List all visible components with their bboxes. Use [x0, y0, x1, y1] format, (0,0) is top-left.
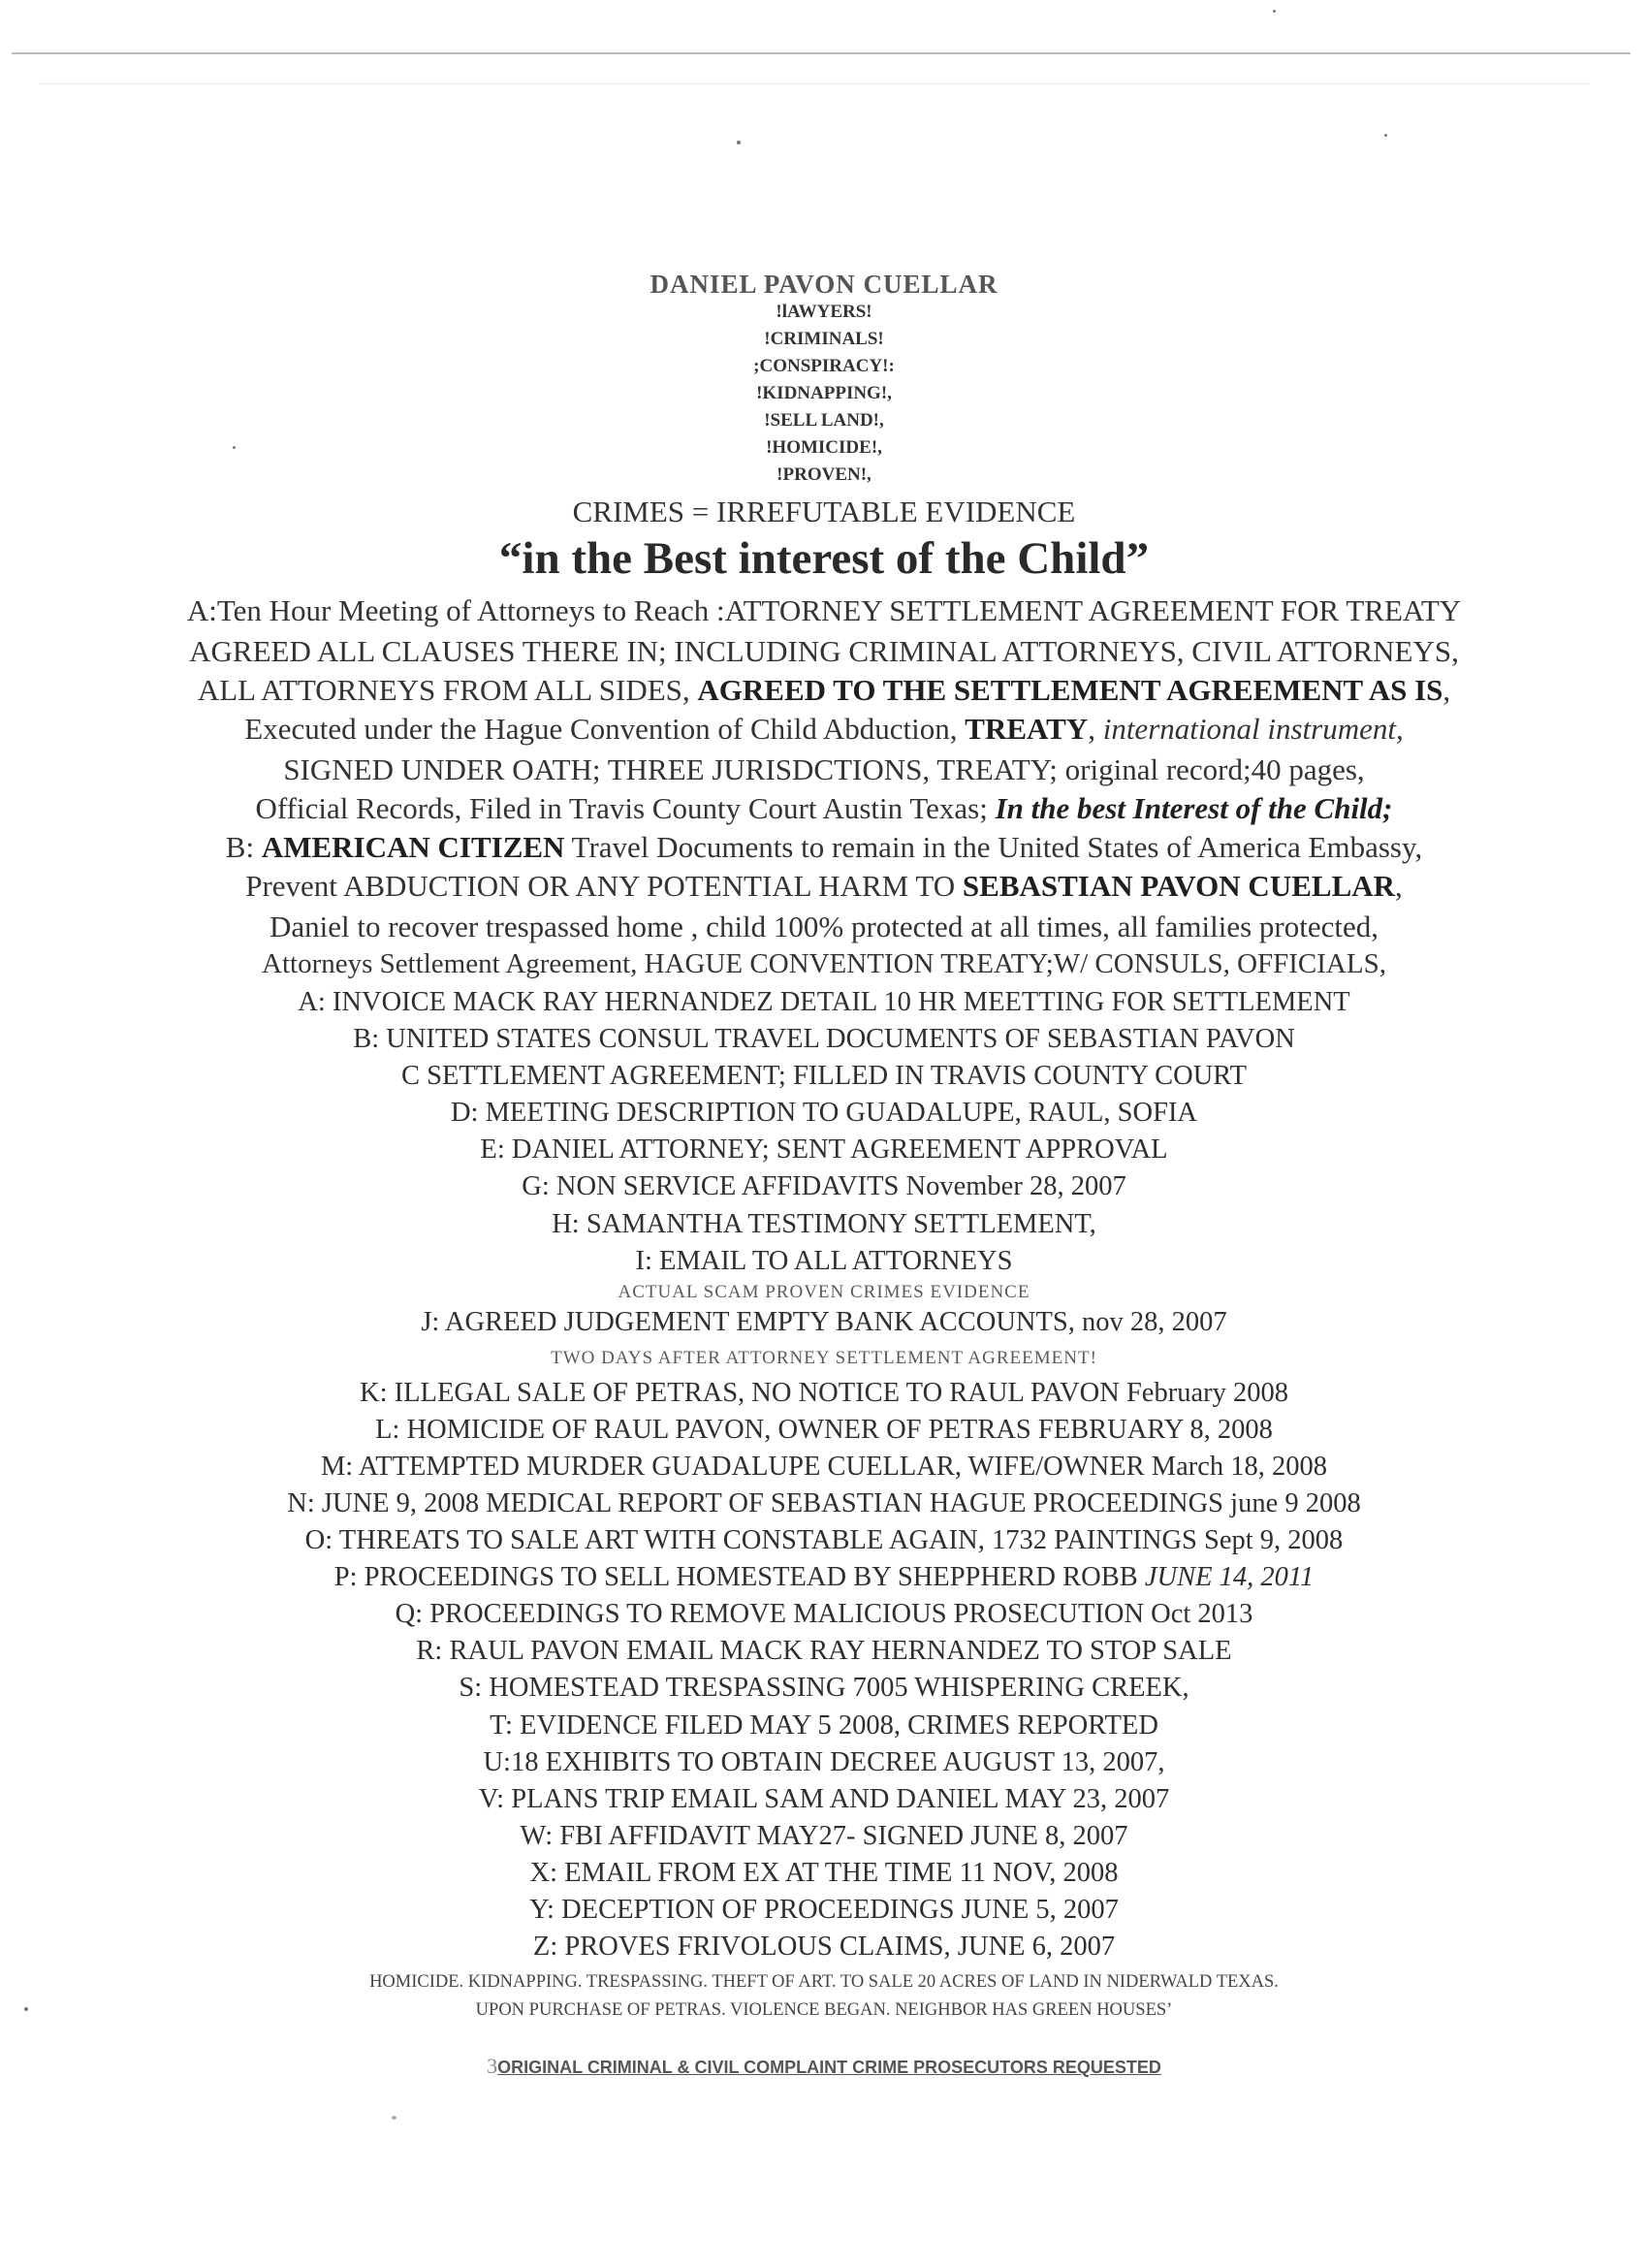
note-scam-evidence: ACTUAL SCAM PROVEN CRIMES EVIDENCE [618, 1282, 1030, 1302]
list-item-o: O: THREATS TO SALE ART WITH CONSTABLE AGAIN, 1732 PAINTINGS Sept 9, 2008 [304, 1525, 1344, 1555]
list-item-m: M: ATTEMPTED MURDER GUADALUPE CUELLAR, WIFE/OWNER March 18, 2008 [320, 1452, 1328, 1482]
body-line-9: Daniel to recover trespassed home , child 100% protected at all times, all families protected, [269, 910, 1379, 943]
list-item-u: U:18 EXHIBITS TO OBTAIN DECREE AUGUST 13, 2007, [483, 1747, 1165, 1777]
list-item-s: S: HOMESTEAD TRESPASSING 7005 WHISPERING CREEK, [459, 1673, 1189, 1703]
body-line-7-text: Travel Documents to remain in the United States of America Embassy, [564, 830, 1423, 864]
body-line-3-end: , [1442, 673, 1451, 707]
heading-sell-land: !SELL LAND!, [764, 410, 884, 431]
body-line-5: SIGNED UNDER OATH; THREE JURISDCTIONS, TREATY; original record;40 pages, [283, 752, 1365, 786]
list-item-v: V: PLANS TRIP EMAIL SAM AND DANIEL MAY 23, 2007 [478, 1784, 1170, 1814]
heading-conspiracy: ;CONSPIRACY!: [753, 356, 895, 376]
list-item-q: Q: PROCEEDINGS TO REMOVE MALICIOUS PROSECUTION Oct 2013 [395, 1599, 1253, 1629]
heading-lawyers: !lAWYERS! [776, 302, 872, 322]
list-item-a: A: INVOICE MACK RAY HERNANDEZ DETAIL 10 HR MEETTING FOR SETTLEMENT [298, 987, 1350, 1017]
body-line-10: Attorneys Settlement Agreement, HAGUE CONVENTION TREATY;W/ CONSULS, OFFICIALS, [262, 948, 1386, 979]
page-number: 3 [487, 2054, 498, 2078]
body-line-4-italic: international instrument, [1102, 712, 1404, 746]
list-item-w: W: FBI AFFIDAVIT MAY27- SIGNED JUNE 8, 2007 [520, 1821, 1128, 1851]
heading-kidnapping: !KIDNAPPING!, [756, 383, 892, 403]
body-line-8-end: , [1395, 869, 1403, 903]
list-item-d: D: MEETING DESCRIPTION TO GUADALUPE, RAUL, SOFIA [450, 1098, 1198, 1128]
body-line-3-bold: AGREED TO THE SETTLEMENT AGREEMENT AS IS [697, 673, 1443, 707]
body-line-3 [0, 675, 1648, 705]
list-item-j: J: AGREED JUDGEMENT EMPTY BANK ACCOUNTS, nov 28, 2007 [421, 1307, 1227, 1337]
final-request-text: ORIGINAL CRIMINAL & CIVIL COMPLAINT CRIME PROSECUTORS REQUESTED [497, 2058, 1161, 2077]
footer-line-1: HOMICIDE. KIDNAPPING. TRESPASSING. THEFT OF ART. TO SALE 20 ACRES OF LAND IN NIDERWALD TEXAS. [369, 1972, 1279, 1992]
list-item-b: B: UNITED STATES CONSUL TRAVEL DOCUMENTS OF SEBASTIAN PAVON [353, 1024, 1295, 1054]
scan-speck [1384, 134, 1387, 137]
list-item-l: L: HOMICIDE OF RAUL PAVON, OWNER OF PETRAS FEBRUARY 8, 2008 [375, 1415, 1273, 1445]
scan-speck [392, 2116, 396, 2120]
body-line-8-bold: SEBASTIAN PAVON CUELLAR [962, 869, 1396, 903]
body-line-4-treaty: TREATY [965, 712, 1089, 746]
body-line-8-text: Prevent ABDUCTION OR ANY POTENTIAL HARM TO [245, 869, 963, 903]
list-item-e: E: DANIEL ATTORNEY; SENT AGREEMENT APPROVAL [480, 1134, 1168, 1165]
body-line-8 [0, 871, 1648, 901]
heading-homicide: !HOMICIDE!, [766, 437, 882, 458]
note-two-days-after: TWO DAYS AFTER ATTORNEY SETTLEMENT AGREEMENT! [551, 1348, 1097, 1368]
list-item-x: X: EMAIL FROM EX AT THE TIME 11 NOV, 2008 [529, 1858, 1119, 1888]
list-item-k: K: ILLEGAL SALE OF PETRAS, NO NOTICE TO RAUL PAVON February 2008 [360, 1378, 1288, 1408]
list-item-y: Y: DECEPTION OF PROCEEDINGS JUNE 5, 2007 [529, 1895, 1119, 1925]
body-line-6-text: Official Records, Filed in Travis County Court Austin Texas; [255, 791, 996, 825]
final-request-line [0, 2056, 1648, 2077]
footer-line-2: UPON PURCHASE OF PETRAS. VIOLENCE BEGAN. NEIGHBOR HAS GREEN HOUSES’ [475, 2000, 1173, 2020]
body-line-3-text: ALL ATTORNEYS FROM ALL SIDES, [197, 673, 698, 707]
body-line-4-comma: , [1088, 712, 1103, 746]
list-item-p-date: JUNE 14, 2011 [1144, 1562, 1315, 1592]
body-line-6-bold-italic: In the best Interest of the Child; [995, 791, 1393, 825]
list-item-h: H: SAMANTHA TESTIMONY SETTLEMENT, [552, 1209, 1096, 1239]
crimes-evidence-line: CRIMES = IRREFUTABLE EVIDENCE [572, 495, 1076, 528]
body-line-4-text: Executed under the Hague Convention of Child Abduction, [244, 712, 966, 746]
list-item-n: N: JUNE 9, 2008 MEDICAL REPORT OF SEBASTIAN HAGUE PROCEEDINGS june 9 2008 [287, 1488, 1361, 1518]
best-interest-title: “in the Best interest of the Child” [498, 533, 1150, 584]
list-item-p [0, 1564, 1648, 1592]
body-line-1: A:Ten Hour Meeting of Attorneys to Reach :ATTORNEY SETTLEMENT AGREEMENT FOR TREATY [186, 593, 1462, 627]
list-item-c: C SETTLEMENT AGREEMENT; FILLED IN TRAVIS COUNTY COURT [400, 1061, 1248, 1091]
scan-border-line-faint [39, 83, 1590, 84]
list-item-g: G: NON SERVICE AFFIDAVITS November 28, 2007 [522, 1171, 1126, 1201]
author-name: DANIEL PAVON CUELLAR [650, 270, 998, 299]
body-line-6 [0, 793, 1648, 823]
list-item-r: R: RAUL PAVON EMAIL MACK RAY HERNANDEZ TO STOP SALE [416, 1636, 1232, 1666]
body-line-7-prefix: B: [225, 830, 262, 864]
list-item-t: T: EVIDENCE FILED MAY 5 2008, CRIMES REPORTED [490, 1710, 1158, 1741]
heading-proven: !PROVEN!, [776, 464, 872, 485]
list-item-p-text: P: PROCEEDINGS TO SELL HOMESTEAD BY SHEPPHERD ROBB [333, 1562, 1145, 1592]
body-line-4 [0, 714, 1648, 744]
list-item-i: I: EMAIL TO ALL ATTORNEYS [635, 1246, 1013, 1276]
body-line-2: AGREED ALL CLAUSES THERE IN; INCLUDING CRIMINAL ATTORNEYS, CIVIL ATTORNEYS, [189, 634, 1459, 668]
heading-criminals: !CRIMINALS! [764, 329, 884, 349]
list-item-z: Z: PROVES FRIVOLOUS CLAIMS, JUNE 6, 2007 [532, 1932, 1116, 1962]
scan-speck [1273, 10, 1276, 13]
scan-speck [737, 141, 741, 144]
scan-border-line [12, 52, 1631, 54]
body-line-7-bold: AMERICAN CITIZEN [261, 830, 565, 864]
body-line-7 [0, 832, 1648, 862]
